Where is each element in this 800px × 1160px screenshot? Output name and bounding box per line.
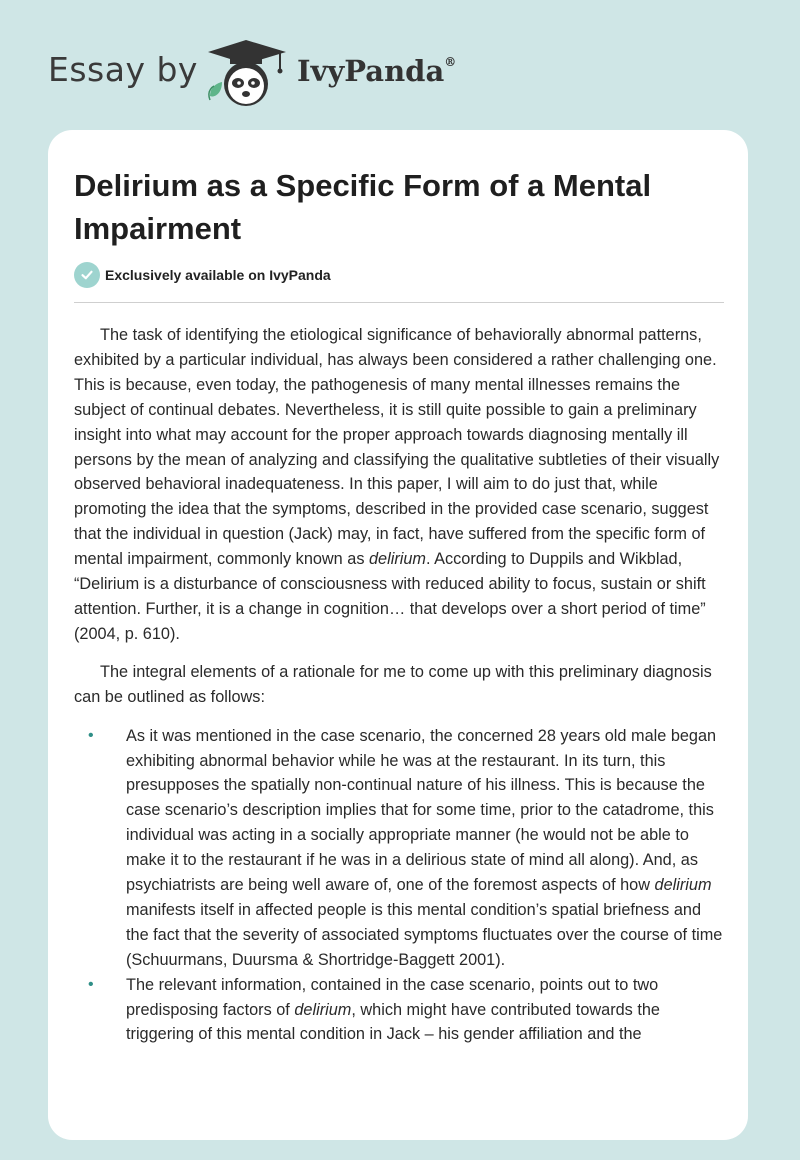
exclusive-badge <box>74 262 331 288</box>
bullet-icon: • <box>88 726 94 744</box>
article-body <box>74 323 728 1047</box>
brand-name[interactable]: IvyPanda® <box>297 54 457 88</box>
bullet-icon: • <box>88 975 94 993</box>
paragraph-intro: The task of identifying the etiological significance of behaviorally abnormal patterns, exhibited by a particular individual, has always been considered a rather challenging one. This is because, even today, the pathogenesis of many mental illnesses remains the subject of continual debates. Nevertheless, it is still quite possible to gain a preliminary insight into what may account for the proper approach towards diagnosing mentally ill persons by the mean of analyzing and classifying the qualitative subtleties of their visually observed behavioral inadequateness. In this paper, I will aim to do just that, while promoting the idea that the symptoms, described in the provided case scenario, suggest that the individual in question (Jack) may, in fact, have suffered from the specific form of mental impairment, commonly known as delirium. According to Duppils and Wikblad, “Delirium is a disturbance of consciousness with reduced ability to focus, sustain or shift attention. Further, it is a change in cognition… that develops over a short period of time” (2004, p. 610). <box>74 326 720 643</box>
brand-prefix: Essay by <box>48 50 198 89</box>
panda-logo-icon[interactable] <box>200 38 292 110</box>
article-title: Delirium as a Specific Form of a Mental Impairment <box>74 168 652 246</box>
bullet-list <box>74 724 728 1048</box>
badge-label: Exclusively available on IvyPanda <box>105 267 331 283</box>
article-card <box>48 130 748 1140</box>
paragraph-rationale: The integral elements of a rationale for me to come up with this preliminary diagnosis can be outlined as follows: <box>74 662 712 706</box>
site-header <box>0 0 800 130</box>
list-item: • As it was mentioned in the case scenario, the concerned 28 years old male began exhibiting abnormal behavior while he was at the restaurant. In its turn, this presupposes the spatially non-continual nature of his illness. This is because the case scenario’s description implies that for some time, prior to the catadrome, this individual was acting in a socially appropriate manner (he would not be able to make it to the restaurant if he was in a delirious state of mind all along). And, as psychiatrists are being well aware of, one of the foremost aspects of how delirium manifests itself in affected people is this mental condition’s spatial briefness and the fact that the severity of associated symptoms fluctuates over the course of time (Schuurmans, Duursma & Shortridge-Baggett 2001). <box>74 724 728 973</box>
divider <box>74 302 724 303</box>
list-item: • The relevant information, contained in the case scenario, points out to two predisposing factors of delirium, which might have contributed towards the triggering of this mental condition in Jack – his gender affiliation and the <box>74 973 728 1048</box>
registered-mark: ® <box>444 55 457 70</box>
checkmark-icon <box>74 262 100 288</box>
